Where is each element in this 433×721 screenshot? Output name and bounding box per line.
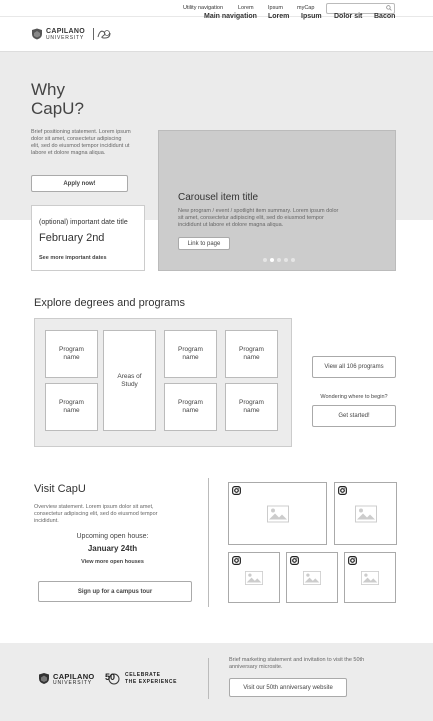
shield-logo-icon <box>31 28 43 40</box>
program-name: Program name <box>59 399 84 414</box>
nav-item-ipsum[interactable]: Ipsum <box>301 13 322 20</box>
visit-overview: Overview statement. Lorem ipsum dolor sit amet, consectetur adipiscing elit, sed do eiusmod tempor incididunt. <box>34 504 158 524</box>
hero-title-line2: CapU? <box>31 99 84 118</box>
hero-title <box>31 80 111 118</box>
image-placeholder-icon <box>267 505 289 522</box>
utility-link-mycap[interactable]: myCap <box>297 5 315 11</box>
carousel-item-title: Carousel item title <box>178 192 259 203</box>
footer-statement: Brief marketing statement and invitation to visit the 50th anniversary microsite. <box>229 657 365 670</box>
visit-anniversary-website-button[interactable]: Visit our 50th anniversary website <box>229 678 347 697</box>
image-placeholder-icon <box>303 571 321 585</box>
footer-logo-name-line2: UNIVERSITY <box>53 680 93 686</box>
logo-name-line2: UNIVERSITY <box>46 35 85 41</box>
instagram-post-tile[interactable] <box>334 482 397 545</box>
logo-name-line1: CAPILANO <box>46 28 85 35</box>
program-card[interactable] <box>45 383 98 431</box>
date-card-date: February 2nd <box>39 232 105 244</box>
instagram-icon <box>232 486 241 495</box>
utility-link-utility-navigation[interactable]: Utility navigation <box>183 5 224 11</box>
footer-shield-logo-icon <box>38 672 50 685</box>
areas-of-study-card[interactable] <box>103 330 156 431</box>
program-card[interactable] <box>225 330 278 378</box>
visit-section-title: Visit CapU <box>34 483 86 495</box>
instagram-post-tile[interactable] <box>228 552 280 603</box>
capilano-logo[interactable] <box>31 27 111 42</box>
nav-item-dolor-sit[interactable]: Dolor sit <box>334 13 363 20</box>
program-card[interactable] <box>45 330 98 378</box>
program-name: Program name <box>178 399 203 414</box>
date-card-title: (optional) important date title <box>39 219 128 226</box>
campus-tour-button[interactable]: Sign up for a campus tour <box>38 581 192 602</box>
nav-item-lorem[interactable]: Lorem <box>268 13 290 20</box>
anniversary-logo[interactable] <box>103 671 178 687</box>
search-icon[interactable] <box>386 5 392 11</box>
image-placeholder-icon <box>361 571 379 585</box>
anniversary-line2: THE EXPERIENCE <box>125 679 178 685</box>
carousel-dot[interactable] <box>277 258 281 262</box>
carousel-dot[interactable] <box>284 258 288 262</box>
utility-link-ipsum[interactable]: Ipsum <box>268 5 283 11</box>
open-house-label: Upcoming open house: <box>76 533 149 540</box>
footer-logo-name-line1: CAPILANO <box>53 672 95 681</box>
utility-link-lorem[interactable]: Lorem <box>238 5 254 11</box>
apply-now-button[interactable]: Apply now! <box>31 175 128 192</box>
footer-divider <box>208 658 209 699</box>
carousel-dots <box>263 258 295 262</box>
anniversary-line1: CELEBRATE <box>125 672 161 678</box>
anniversary-mark-icon <box>96 28 112 40</box>
instagram-icon <box>290 556 299 565</box>
logo-divider <box>93 28 94 40</box>
get-started-button[interactable]: Get started! <box>312 405 396 427</box>
important-date-card <box>31 205 145 271</box>
footer-capilano-logo[interactable] <box>38 671 100 687</box>
image-placeholder-icon <box>245 571 263 585</box>
areas-of-study-label: Areas of Study <box>117 372 142 388</box>
instagram-post-tile[interactable] <box>228 482 327 545</box>
nav-item-main-navigation[interactable]: Main navigation <box>204 13 257 20</box>
anniversary-number: 50 <box>105 672 116 682</box>
carousel-dot[interactable] <box>291 258 295 262</box>
program-card[interactable] <box>164 383 217 431</box>
view-all-programs-button[interactable]: View all 106 programs <box>312 356 396 378</box>
program-card[interactable] <box>164 330 217 378</box>
hero-carousel[interactable] <box>158 130 396 271</box>
open-house-date: January 24th <box>87 544 138 553</box>
instagram-post-tile[interactable] <box>344 552 396 603</box>
visit-divider <box>208 478 209 607</box>
see-more-dates-link[interactable]: See more important dates <box>39 255 107 261</box>
program-name: Program name <box>178 346 203 361</box>
programs-section-title: Explore degrees and programs <box>34 297 186 309</box>
instagram-icon <box>338 486 347 495</box>
program-name: Program name <box>59 346 84 361</box>
program-name: Program name <box>239 346 264 361</box>
carousel-item-summary: New program / event / spotlight item summary. Lorem ipsum dolor sit amet, consectetur adipiscing elit, sed do eiusmod tempor incididunt ut labore et dolore magna aliqua. <box>178 208 339 228</box>
hero-title-line1: Why <box>31 80 65 99</box>
carousel-link-button[interactable]: Link to page <box>178 237 230 250</box>
instagram-icon <box>348 556 357 565</box>
instagram-icon <box>232 556 241 565</box>
wondering-text: Wondering where to begin? <box>320 394 388 400</box>
carousel-dot[interactable] <box>263 258 267 262</box>
instagram-post-tile[interactable] <box>286 552 338 603</box>
view-more-open-houses-link[interactable]: View more open houses <box>81 559 144 565</box>
image-placeholder-icon <box>355 505 377 522</box>
hero-description: Brief positioning statement. Lorem ipsum dolor sit amet, consectetur adipiscing elit, sed do eiusmod tempor incididunt ut labore et dolore magna aliqua. <box>31 129 131 156</box>
program-name: Program name <box>239 399 264 414</box>
nav-item-bacon[interactable]: Bacon <box>374 13 396 20</box>
carousel-dot-active[interactable] <box>270 258 274 262</box>
program-card[interactable] <box>225 383 278 431</box>
